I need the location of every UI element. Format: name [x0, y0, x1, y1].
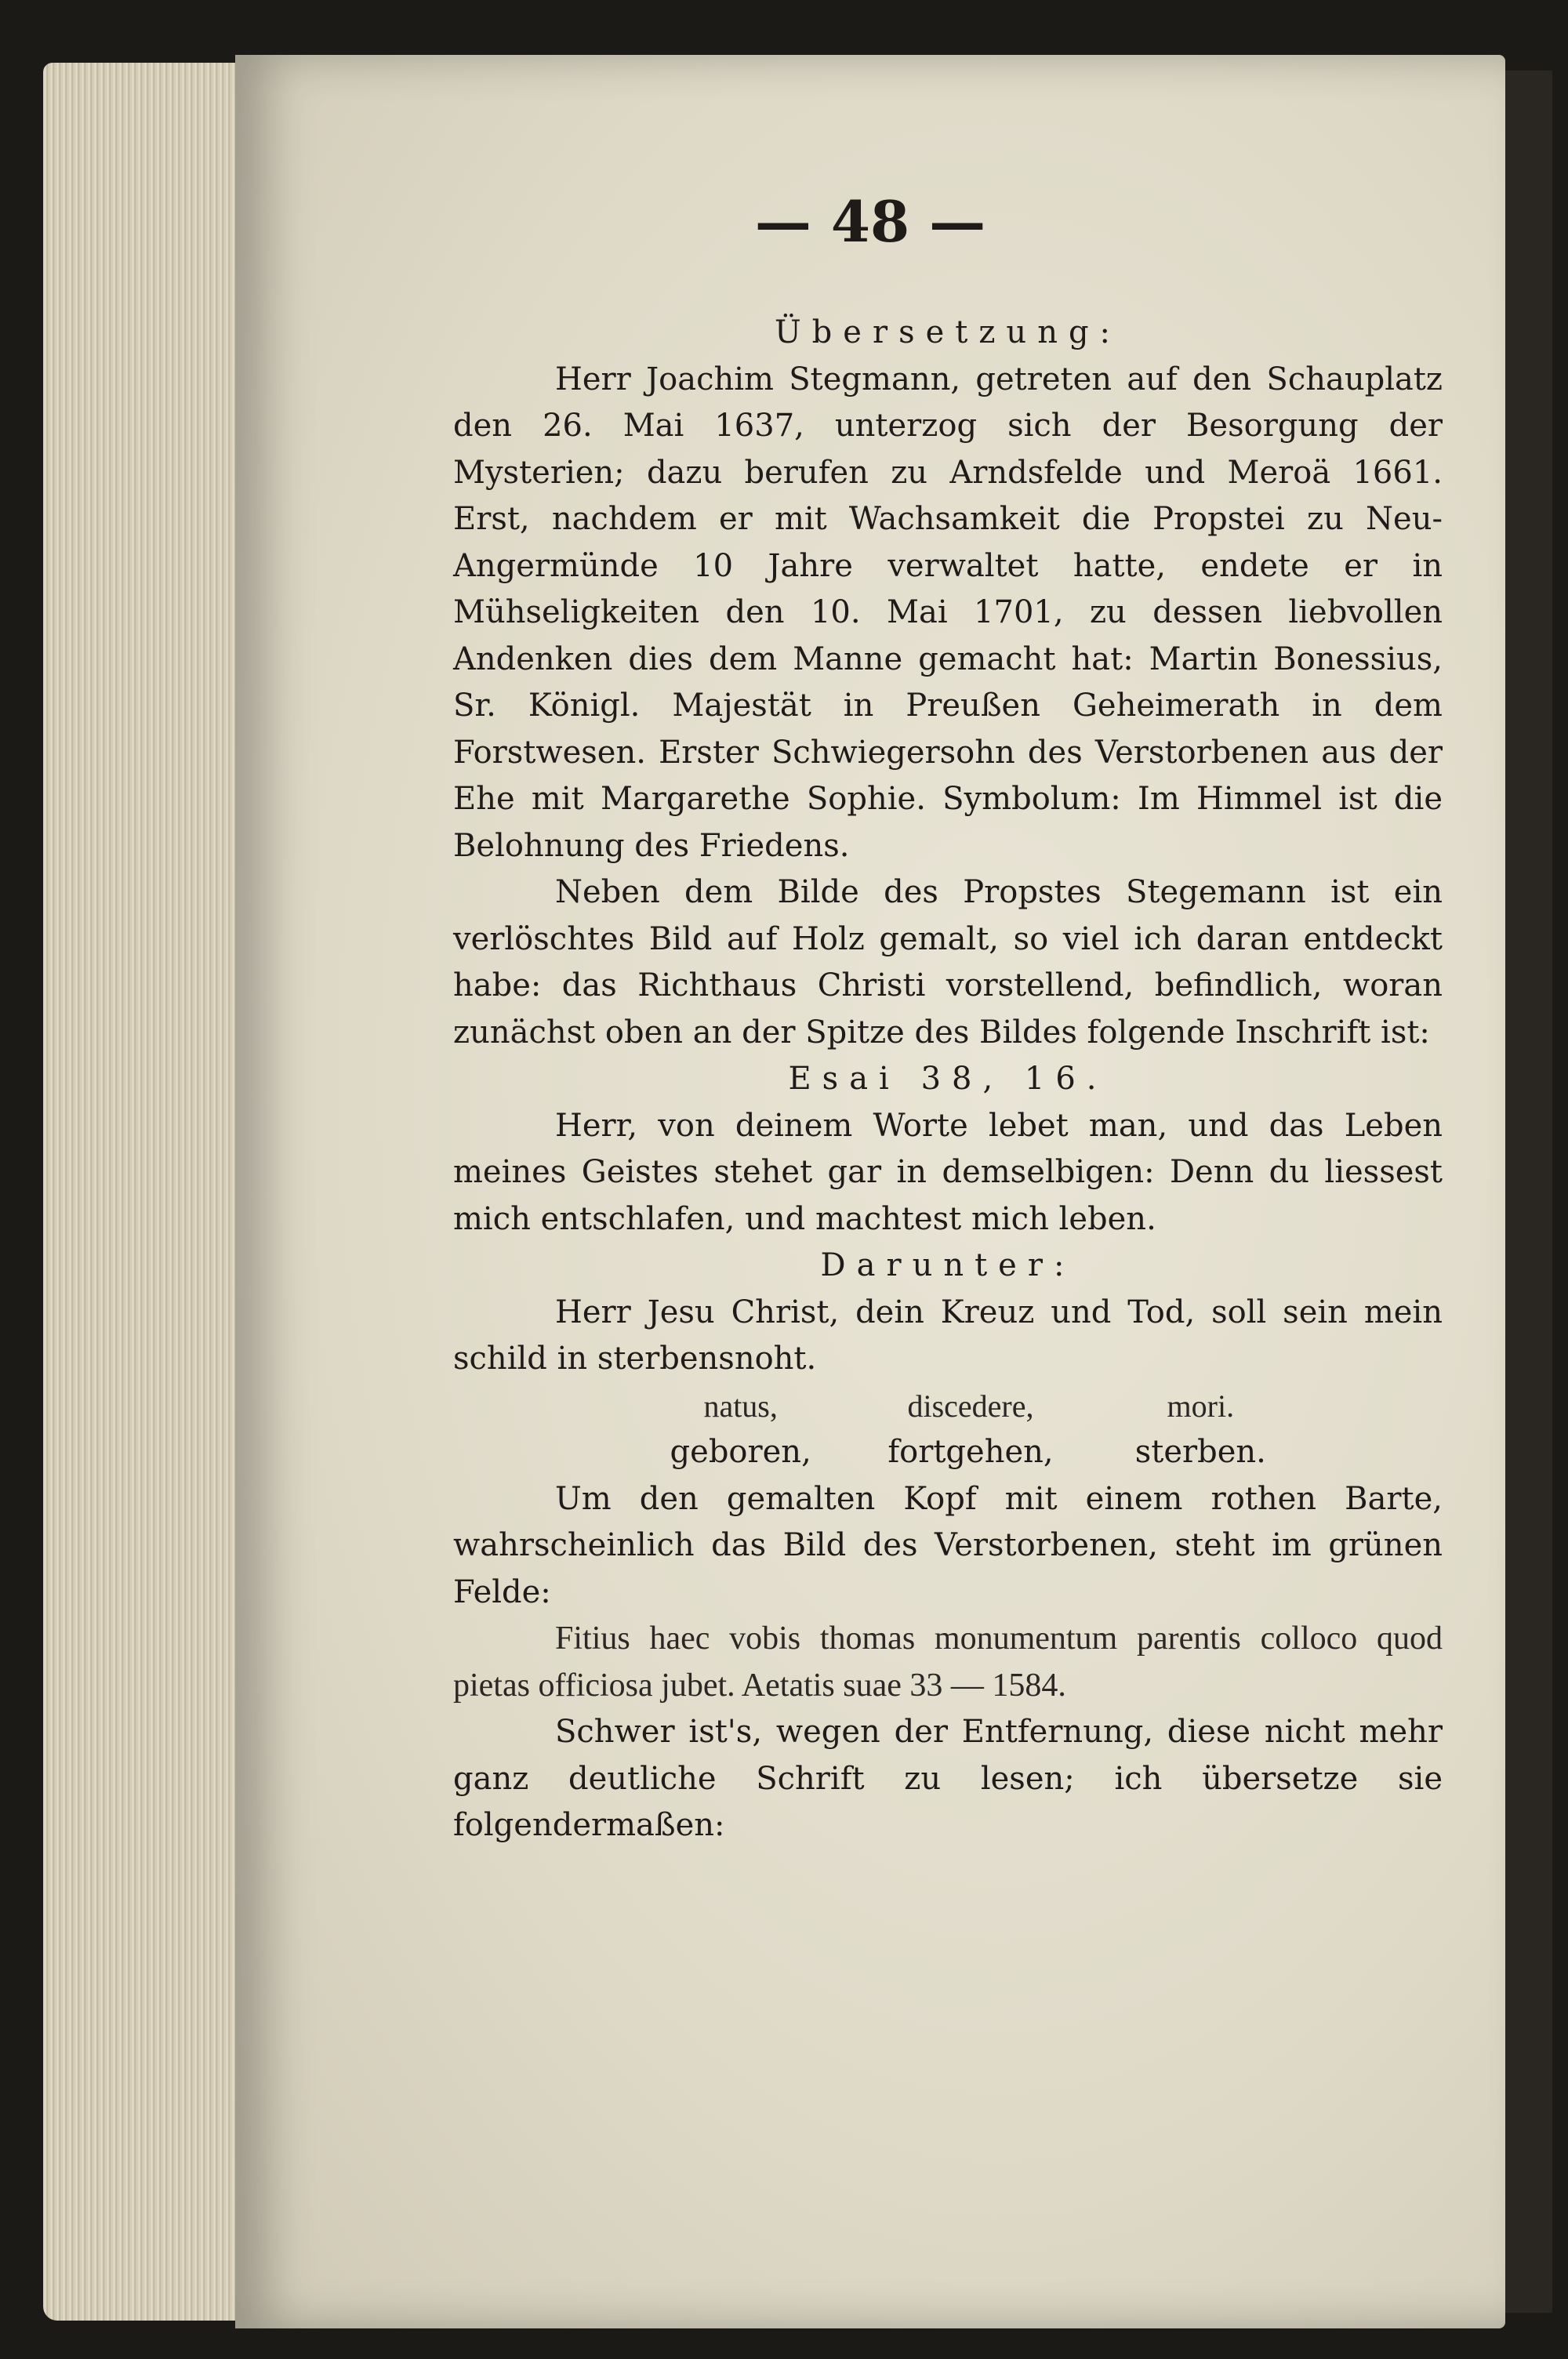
latin-words-row — [649, 1383, 1292, 1430]
paragraph-3: Herr, von deinem Worte lebet man, und das Leben meines Geistes stehet gar in demselbigen: Denn du liessest mich entschlafen, und machtest mich leben. — [453, 1107, 1443, 1237]
darunter-heading: Darunter: — [820, 1247, 1076, 1283]
german-word: geboren, — [670, 1434, 811, 1470]
page-number: — 48 — — [754, 188, 986, 255]
german-word: fortgehen, — [887, 1434, 1054, 1470]
facing-page-edge — [1505, 71, 1552, 2313]
german-words-row — [649, 1429, 1292, 1476]
citation: Esai 38, 16. — [788, 1061, 1108, 1097]
latin-word: mori. — [1167, 1388, 1235, 1424]
paragraph-2: Neben dem Bilde des Propstes Stegemann ist ein verlöschtes Bild auf Holz gemalt, so viel ich daran entdeckt habe: das Richthaus Christi vorstellend, befindlich, woran zunächst oben an der Spitze des Bildes folgende Inschrift ist: — [453, 874, 1443, 1051]
paragraph-1: Herr Joachim Stegmann, getreten auf den Schauplatz den 26. Mai 1637, unterzog sich der Besorgung der Mysterien; dazu berufen zu Arndsfelde und Meroä 1661. Erst, nachdem er mit Wachsamkeit die Propstei zu Neu-Angermünde 10 Jahre verwaltet hatte, endete er in Mühseligkeiten den 10. Mai 1701, zu dessen liebvollen Andenken dies dem Manne gemacht hat: Martin Bonessius, Sr. Königl. Majestät in Preußen Geheimerath in dem Forstwesen. Erster Schwiegersohn des Verstorbenen aus der Ehe mit Margarethe Sophie. Symbolum: Im Himmel ist die Belohnung des Friedens. — [453, 361, 1443, 864]
latin-word: discedere, — [907, 1388, 1034, 1424]
german-word: sterben. — [1134, 1434, 1266, 1470]
latin-inscription: Fitius haec vobis thomas monumentum parentis colloco quod pietas officiosa jubet. Aetatis suae 33 — 1584. — [453, 1620, 1443, 1704]
page-edges — [43, 63, 255, 2321]
paragraph-6: Schwer ist's, wegen der Entfernung, diese nicht mehr ganz deutliche Schrift zu lesen; ich übersetze sie folgendermaßen: — [453, 1714, 1443, 1843]
heading: Übersetzung: — [774, 314, 1122, 350]
page-text — [453, 310, 1443, 1849]
paragraph-4: Herr Jesu Christ, dein Kreuz und Tod, soll sein mein schild in sterbensnoht. — [453, 1294, 1443, 1377]
latin-word: natus, — [703, 1388, 778, 1424]
latin-inscription-block — [453, 1616, 1443, 1709]
paragraph-5: Um den gemalten Kopf mit einem rothen Barte, wahrscheinlich das Bild des Verstorbenen, steht im grünen Felde: — [453, 1480, 1443, 1610]
